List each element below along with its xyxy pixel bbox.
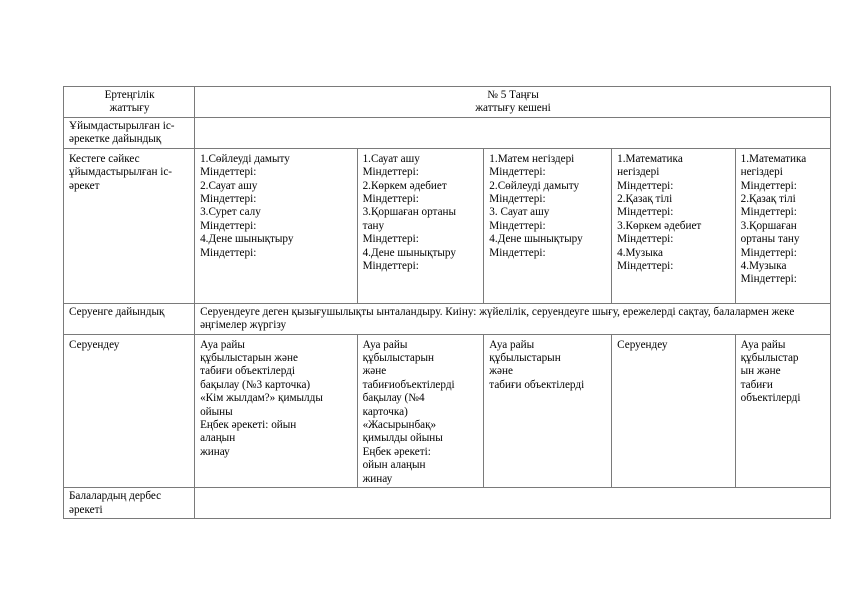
walk-cell-1: Ауа райы құбылыстарын және табиғи объектілерді бақылау (№3 карточка) «Кім жылдам?» қимылды ойыны Еңбек әрекеті: ойын алаңын жинау <box>195 334 357 487</box>
walk-cell-4: Серуендеу <box>612 334 735 487</box>
row-label: Серуенге дайындық <box>64 303 195 334</box>
schedule-cell-2: 1.Сауат ашу Міндеттері: 2.Көркем әдебиет Міндеттері: 3.Қоршаған ортаны тану Міндеттері: 4.Дене шынықтыру Міндеттері: <box>357 148 484 303</box>
walk-cell-5: Ауа райы құбылыстар ын және табиғи объектілерді <box>735 334 830 487</box>
table-row <box>64 488 831 519</box>
row-label: Кестеге сәйкес ұйымдастырылған іс- әрекет <box>64 148 195 303</box>
walk-cell-2: Ауа райы құбылыстарын және табиғиобъектілерді бақылау (№4 карточка) «Жасырынбақ» қимылды ойыны Еңбек әрекеті: ойын алаңын жинау <box>357 334 484 487</box>
walk-cell-3: Ауа райы құбылыстарын және табиғи объектілерді <box>484 334 612 487</box>
table-row <box>64 303 831 334</box>
header-row <box>64 87 831 118</box>
header-label-cell: Ертеңгілік жаттығу <box>64 87 195 118</box>
schedule-cell-3: 1.Матем негіздері Міндеттері: 2.Сөйлеуді дамыту Міндеттері: 3. Сауат ашу Міндеттері: 4.Дене шынықтыру Міндеттері: <box>484 148 612 303</box>
table-row <box>64 118 831 149</box>
table-row <box>64 334 831 487</box>
daily-plan-table <box>63 86 831 519</box>
schedule-cell-5: 1.Математика негіздері Міндеттері: 2.Қазақ тілі Міндеттері: 3.Қоршаған ортаны тану Міндеттері: 4.Музыка Міндеттері: <box>735 148 830 303</box>
row-text: Серуендеуге деген қызығушылықты ынталандыру. Киіну: жүйелілік, серуендеуге шығу, ережелерді сақтау, балалармен жеке әңгімелер жүргізу <box>195 303 831 334</box>
row-label: Серуендеу <box>64 334 195 487</box>
schedule-cell-1: 1.Сөйлеуді дамыту Міндеттері: 2.Сауат ашу Міндеттері: 3.Сурет салу Міндеттері: 4.Дене шынықтыру Міндеттері: <box>195 148 357 303</box>
table-row <box>64 148 831 303</box>
row-label: Ұйымдастырылған іс- әрекетке дайындық <box>64 118 195 149</box>
schedule-cell-4: 1.Математика негіздері Міндеттері: 2.Қазақ тілі Міндеттері: 3.Көркем әдебиет Міндеттері: 4.Музыка Міндеттері: <box>612 148 735 303</box>
header-title-cell: № 5 Таңғы жаттығу кешені <box>195 87 831 118</box>
row-text <box>195 118 831 149</box>
row-label: Балалардың дербес әрекеті <box>64 488 195 519</box>
row-text <box>195 488 831 519</box>
